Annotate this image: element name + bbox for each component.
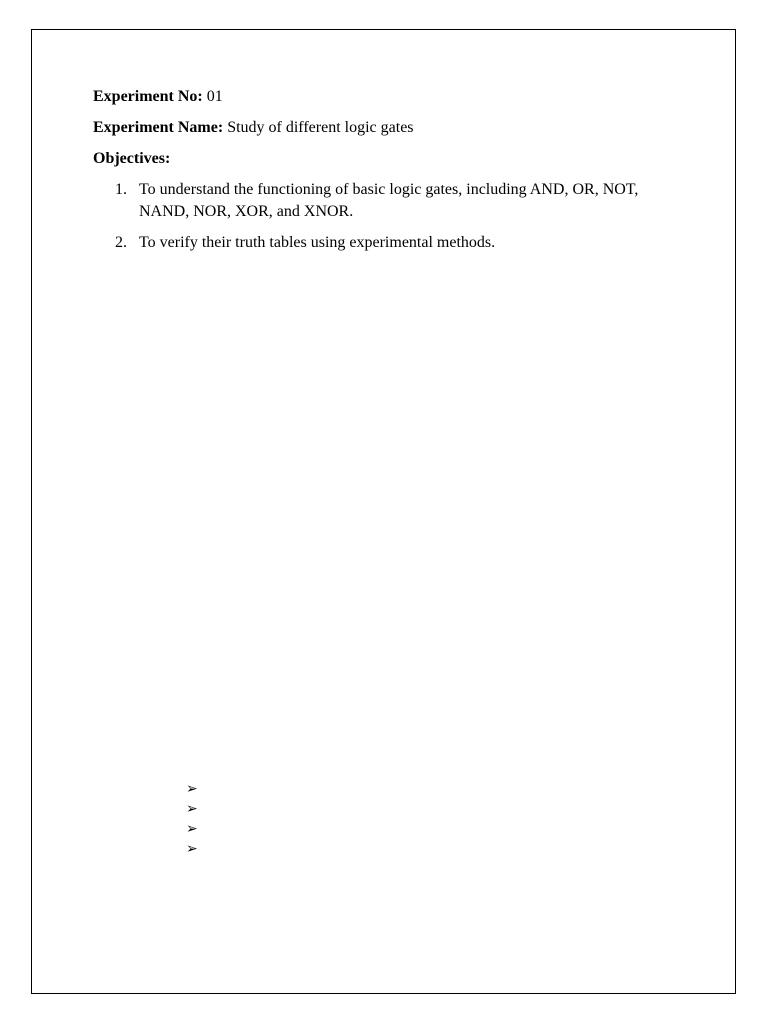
arrow-bullet-icon: ➢ bbox=[186, 802, 198, 817]
empty-bullet-list bbox=[186, 780, 198, 860]
objectives-heading-label: Objectives: bbox=[93, 150, 171, 167]
objective-number: 2. bbox=[115, 234, 127, 251]
experiment-number-label: Experiment No: bbox=[93, 88, 203, 105]
experiment-name bbox=[93, 117, 673, 139]
arrow-bullet-icon: ➢ bbox=[186, 822, 198, 837]
objective-text: To verify their truth tables using experimental methods. bbox=[139, 234, 496, 251]
experiment-number bbox=[93, 86, 673, 108]
objectives-heading bbox=[93, 148, 673, 170]
experiment-name-label: Experiment Name: bbox=[93, 119, 224, 136]
objectives-list bbox=[93, 179, 673, 254]
document-body bbox=[93, 86, 673, 263]
experiment-name-value: Study of different logic gates bbox=[223, 119, 414, 136]
arrow-bullet-icon: ➢ bbox=[186, 842, 198, 857]
arrow-bullet-icon: ➢ bbox=[186, 782, 198, 797]
objective-number: 1. bbox=[115, 181, 127, 198]
experiment-number-value: 01 bbox=[202, 88, 223, 105]
objective-text: To understand the functioning of basic logic gates, including AND, OR, NOT, NAND, NOR, XOR, and XNOR. bbox=[139, 181, 639, 220]
objective-item bbox=[93, 179, 673, 223]
objective-item bbox=[93, 232, 673, 254]
